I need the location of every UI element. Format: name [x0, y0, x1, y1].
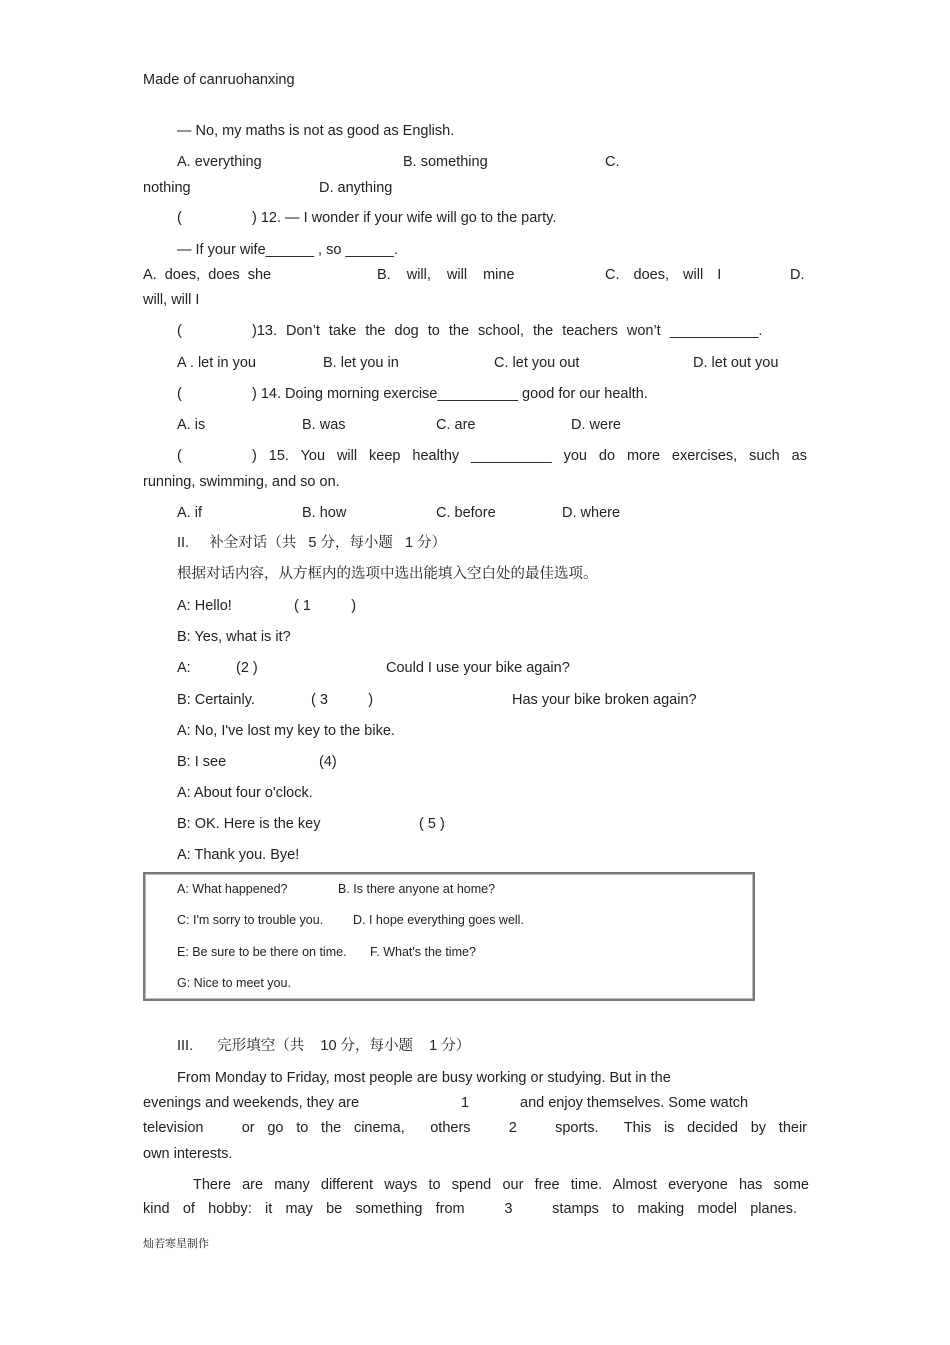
dialog-line-4-speaker: B: Certainly.	[177, 692, 255, 708]
dialog-line-7: A: About four o'clock.	[177, 785, 313, 801]
q13-paren: (	[177, 323, 182, 339]
q11-option-d: D. anything	[319, 180, 393, 196]
passage-p1-line1: From Monday to Friday, most people are busy working or studying. But in the	[177, 1070, 671, 1086]
option-g: G: Nice to meet you.	[177, 976, 291, 990]
q12-option-d-cont: will, will I	[143, 292, 200, 308]
q15-paren: (	[177, 448, 182, 464]
q12-answer-line: — If your wife______ , so ______.	[177, 242, 398, 258]
q13-option-d: D. let out you	[693, 355, 779, 371]
passage-p1-line2b: and enjoy themselves. Some watch	[520, 1095, 749, 1111]
q12-option-d: D.	[790, 267, 805, 283]
dialog-line-6-speaker: B: I see	[177, 754, 227, 770]
q14-option-d: D. were	[571, 417, 621, 433]
option-c: C: I'm sorry to trouble you.	[177, 913, 324, 927]
q14-option-b: B. was	[302, 417, 346, 433]
dialog-line-8-speaker: B: OK. Here is the key	[177, 816, 321, 832]
passage-p1-line2a: evenings and weekends, they are	[143, 1095, 360, 1111]
page-header: Made of canruohanxing	[143, 72, 295, 88]
q13-option-c: C. let you out	[494, 355, 580, 371]
q15-option-b: B. how	[302, 505, 347, 521]
option-b: B. Is there anyone at home?	[338, 882, 496, 896]
q15-option-d: D. where	[562, 505, 621, 521]
q14-question: ) 14. Doing morning exercise__________ good for our health.	[252, 386, 648, 402]
section3-heading: III. 完形填空（共 10 分，每小题 1 分）	[177, 1038, 471, 1054]
option-f: F. What's the time?	[370, 945, 476, 959]
passage-blank-1: 1	[461, 1095, 470, 1111]
q14-option-c: C. are	[436, 417, 476, 433]
option-e: E: Be sure to be there on time.	[177, 945, 347, 959]
dialog-line-4-blank: ( 3 )	[311, 692, 374, 708]
dialog-line-3-text: Could I use your bike again?	[386, 660, 570, 676]
passage-p1-line3: television or go to the cinema, others 2 sports. This is decided by their	[143, 1120, 807, 1136]
q12-paren: (	[177, 210, 182, 226]
section2-heading: II. 补全对话（共 5 分，每小题 1 分）	[177, 535, 447, 551]
passage-p2-line2: kind of hobby: it may be something from 3 stamps to making model planes.	[143, 1201, 797, 1217]
dialog-line-5: A: No, I've lost my key to the bike.	[177, 723, 395, 739]
passage-p1-line4: own interests.	[143, 1146, 233, 1162]
q14-option-a: A. is	[177, 417, 206, 433]
section2-instruction: 根据对话内容，从方框内的选项中选出能填入空白处的最佳选项。	[177, 566, 598, 582]
passage-p2-line1: There are many different ways to spend our free time. Almost everyone has some	[193, 1177, 809, 1193]
dialog-line-9: A: Thank you. Bye!	[177, 847, 300, 863]
page-footer: 灿若寒星制作	[143, 1237, 209, 1250]
q13-question: )13. Don’t take the dog to the school, the teachers won’t ___________.	[252, 323, 763, 339]
q11-option-c-cont: nothing	[143, 180, 191, 196]
q11-option-c: C.	[605, 154, 620, 170]
dialog-line-2: B: Yes, what is it?	[177, 629, 291, 645]
q13-option-a: A . let in you	[177, 355, 256, 371]
q12-question: ) 12. — I wonder if your wife will go to the party.	[252, 210, 557, 226]
q12-option-c: C. does, will I	[605, 267, 722, 283]
q14-paren: (	[177, 386, 182, 402]
dialog-line-3-blank: (2 )	[236, 660, 258, 676]
option-a: A: What happened?	[177, 882, 288, 896]
q12-option-a: A. does, does she	[143, 267, 272, 283]
option-d: D. I hope everything goes well.	[353, 913, 524, 927]
q11-reply: — No, my maths is not as good as English.	[177, 123, 455, 139]
dialog-line-1-speaker: A: Hello!	[177, 598, 232, 614]
q12-option-b: B. will, will mine	[377, 267, 515, 283]
dialog-line-4-text: Has your bike broken again?	[512, 692, 697, 708]
dialog-line-3-speaker: A:	[177, 660, 191, 676]
q15-option-a: A. if	[177, 505, 202, 521]
dialog-line-6-blank: (4)	[319, 754, 337, 770]
q13-option-b: B. let you in	[323, 355, 399, 371]
q11-option-a: A. everything	[177, 154, 262, 170]
q15-option-c: C. before	[436, 505, 496, 521]
q15-question-cont: running, swimming, and so on.	[143, 474, 340, 490]
dialog-line-1-blank: ( 1 )	[294, 598, 357, 614]
q15-question: ) 15. You will keep healthy __________ you do more exercises, such as	[252, 448, 807, 464]
q11-option-b: B. something	[403, 154, 488, 170]
dialog-line-8-blank: ( 5 )	[419, 816, 445, 832]
